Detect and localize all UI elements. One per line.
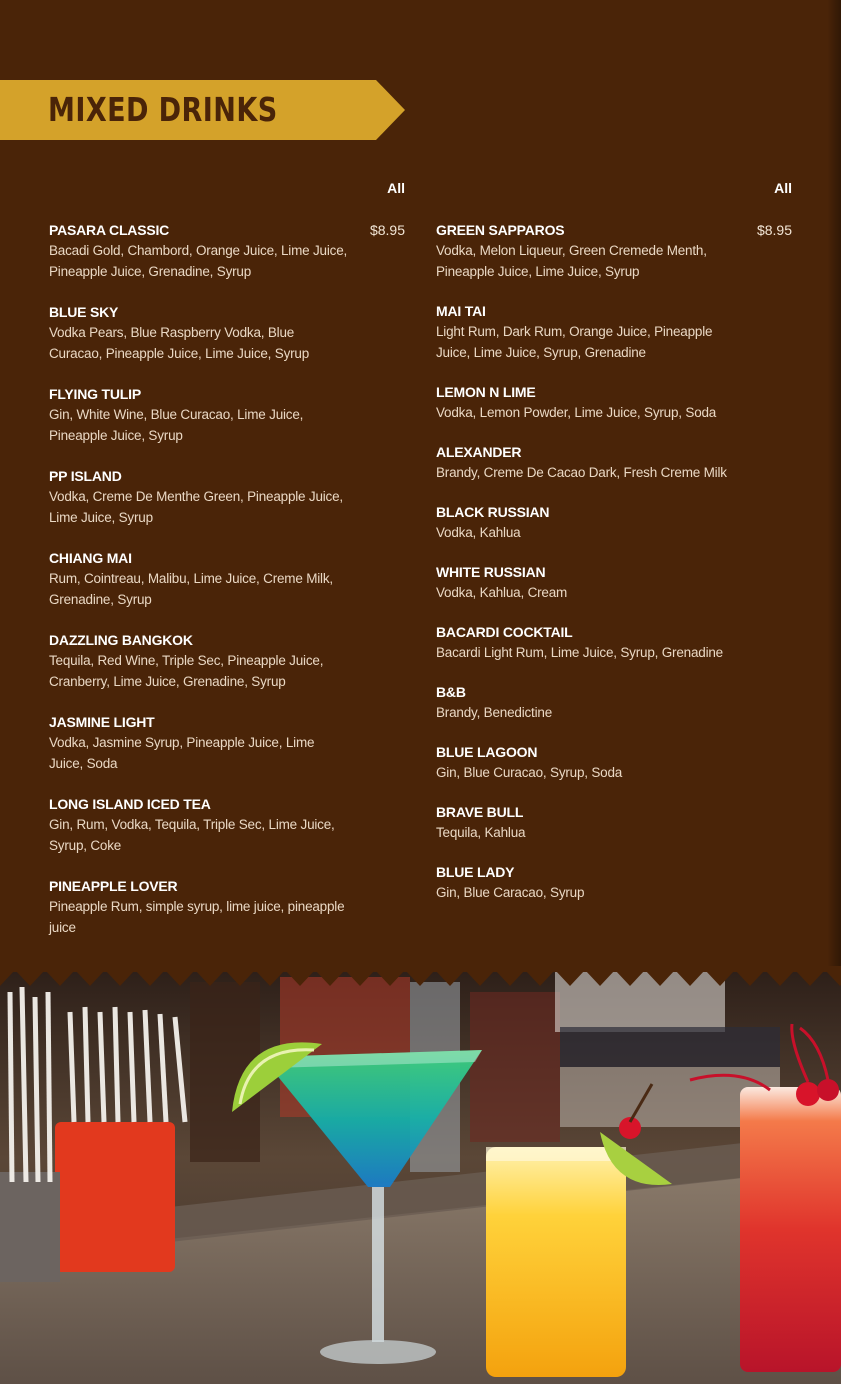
drink-ingredients: Gin, White Wine, Blue Curacao, Lime Juice, Pineapple Juice, Syrup <box>49 407 304 443</box>
drink-item <box>436 802 792 843</box>
drink-ingredients: Vodka, Kahlua, Cream <box>436 585 568 600</box>
drink-item <box>436 382 792 423</box>
menu-column-left <box>49 178 405 958</box>
drink-item <box>436 682 792 723</box>
drink-item <box>436 562 792 603</box>
drink-list-left <box>49 220 405 938</box>
drink-name: B&B <box>436 684 466 700</box>
drink-ingredients: Light Rum, Dark Rum, Orange Juice, Pineapple Juice, Lime Juice, Syrup, Grenadine <box>436 324 713 360</box>
drink-ingredients: Brandy, Benedictine <box>436 705 553 720</box>
column-price-header: All <box>387 180 405 196</box>
drink-ingredients: Gin, Blue Curacao, Syrup, Soda <box>436 765 623 780</box>
drink-name: DAZZLING BANGKOK <box>49 632 193 648</box>
drink-ingredients: Vodka Pears, Blue Raspberry Vodka, Blue Curacao, Pineapple Juice, Lime Juice, Syrup <box>49 325 310 361</box>
drink-item <box>49 794 405 856</box>
drink-ingredients: Tequila, Red Wine, Triple Sec, Pineapple Juice, Cranberry, Lime Juice, Grenadine, Syrup <box>49 653 324 689</box>
drink-ingredients: Vodka, Jasmine Syrup, Pineapple Juice, Lime Juice, Soda <box>49 735 315 771</box>
drink-name: BLUE LAGOON <box>436 744 538 760</box>
drink-item <box>49 548 405 610</box>
menu-column-right <box>436 178 792 922</box>
drink-ingredients: Rum, Cointreau, Malibu, Lime Juice, Creme Milk, Grenadine, Syrup <box>49 571 333 607</box>
drink-item <box>436 862 792 903</box>
section-banner <box>0 80 405 140</box>
page-edge-shadow <box>827 0 841 985</box>
drink-item <box>49 630 405 692</box>
drink-name: CHIANG MAI <box>49 550 132 566</box>
drink-item <box>49 302 405 364</box>
drink-item <box>436 301 792 363</box>
drink-ingredients: Gin, Rum, Vodka, Tequila, Triple Sec, Lime Juice, Syrup, Coke <box>49 817 335 853</box>
drink-price: $8.95 <box>369 222 405 238</box>
drink-name: BACARDI COCKTAIL <box>436 624 573 640</box>
drink-item <box>436 442 792 483</box>
drink-item <box>436 220 792 282</box>
column-price-header: All <box>774 180 792 196</box>
drink-ingredients: Gin, Blue Caracao, Syrup <box>436 885 585 900</box>
drink-list-right <box>436 220 792 903</box>
drink-name: BLACK RUSSIAN <box>436 504 550 520</box>
cocktail-photo <box>0 972 841 1384</box>
drink-name: JASMINE LIGHT <box>49 714 155 730</box>
drink-ingredients: Vodka, Melon Liqueur, Green Cremede Menth, Pineapple Juice, Lime Juice, Syrup <box>436 243 707 279</box>
drink-name: BLUE SKY <box>49 304 119 320</box>
section-title: MIXED DRINKS <box>48 90 278 129</box>
drink-name: PASARA CLASSIC <box>49 222 170 238</box>
drink-name: ALEXANDER <box>436 444 522 460</box>
drink-item <box>49 466 405 528</box>
drink-name: PINEAPPLE LOVER <box>49 878 178 894</box>
zigzag-divider <box>0 966 841 990</box>
drink-name: WHITE RUSSIAN <box>436 564 546 580</box>
drink-ingredients: Vodka, Lemon Powder, Lime Juice, Syrup, Soda <box>436 405 717 420</box>
drink-name: FLYING TULIP <box>49 386 141 402</box>
drink-ingredients: Bacadi Gold, Chambord, Orange Juice, Lime Juice, Pineapple Juice, Grenadine, Syrup <box>49 243 348 279</box>
drink-name: LONG ISLAND ICED TEA <box>49 796 211 812</box>
drink-item <box>436 502 792 543</box>
drink-name: LEMON N LIME <box>436 384 536 400</box>
drink-ingredients: Brandy, Creme De Cacao Dark, Fresh Creme Milk <box>436 465 727 480</box>
drink-ingredients: Vodka, Kahlua <box>436 525 521 540</box>
drink-item <box>49 876 405 938</box>
drink-item <box>49 712 405 774</box>
drink-item <box>49 384 405 446</box>
drink-ingredients: Bacardi Light Rum, Lime Juice, Syrup, Grenadine <box>436 645 723 660</box>
drink-name: MAI TAI <box>436 303 486 319</box>
drink-name: BLUE LADY <box>436 864 515 880</box>
drink-ingredients: Vodka, Creme De Menthe Green, Pineapple Juice, Lime Juice, Syrup <box>49 489 343 525</box>
drink-name: BRAVE BULL <box>436 804 524 820</box>
drink-item <box>436 622 792 663</box>
drink-item <box>436 742 792 783</box>
drink-ingredients: Tequila, Kahlua <box>436 825 526 840</box>
drink-name: PP ISLAND <box>49 468 122 484</box>
drink-name: GREEN SAPPAROS <box>436 222 565 238</box>
drink-item <box>49 220 405 282</box>
drink-price: $8.95 <box>756 222 792 238</box>
cocktail-illustration <box>0 972 841 1384</box>
drink-ingredients: Pineapple Rum, simple syrup, lime juice, pineapple juice <box>49 899 345 935</box>
